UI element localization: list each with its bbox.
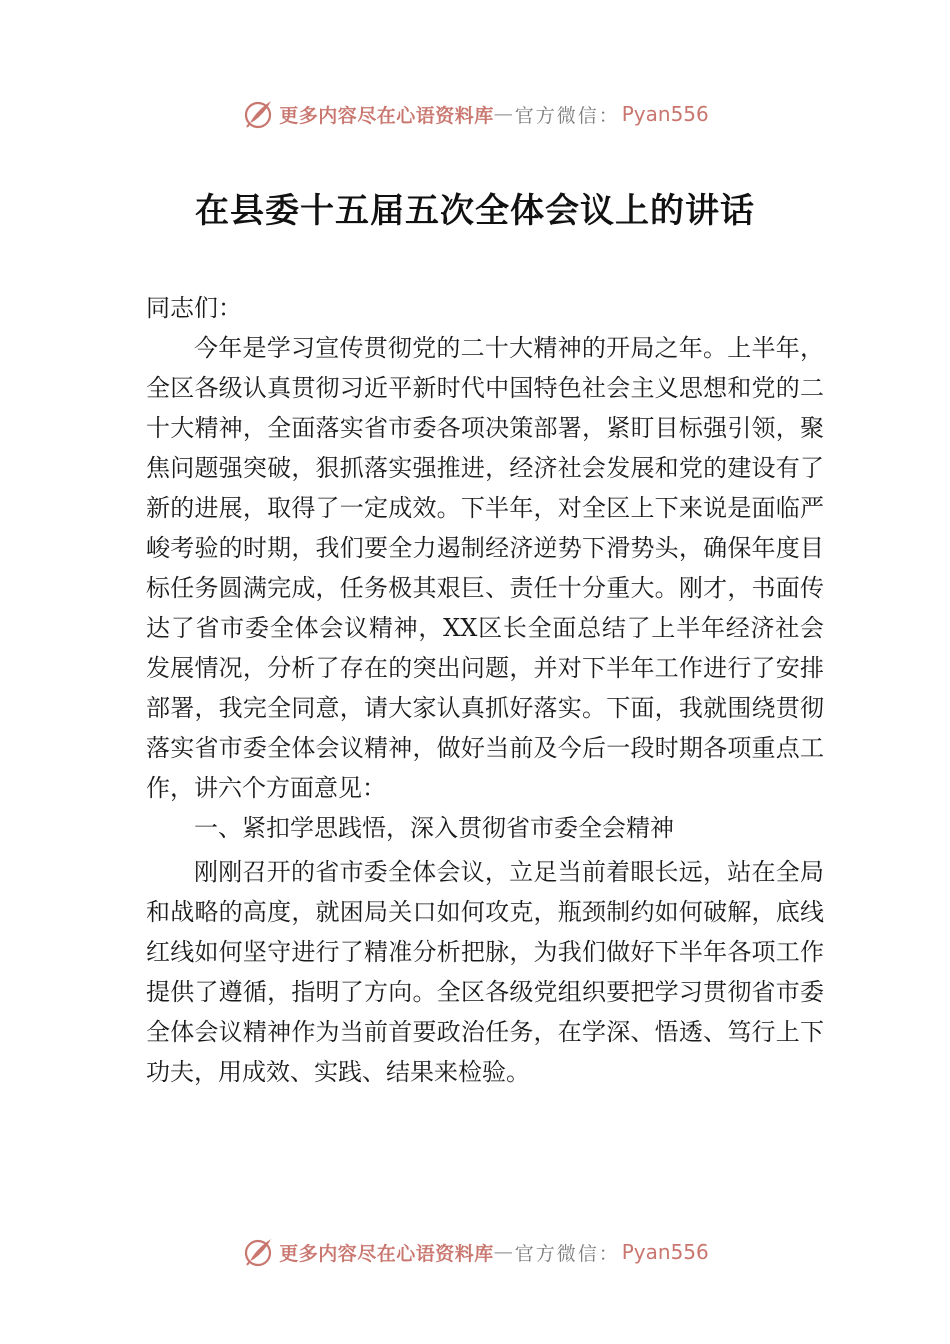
section-heading: 一、紧扣学思践悟，深入贯彻省市委全会精神 (194, 814, 674, 842)
footer-watermark-banner (0, 1232, 950, 1272)
banner-wechat-label: 官方微信： (514, 104, 620, 127)
document-body (146, 288, 824, 1092)
header-watermark-banner (0, 94, 950, 134)
quill-logo-icon (241, 97, 275, 131)
banner-separator: — (493, 103, 515, 125)
paragraph-section-one: 刚刚召开的省市委全体会议，立足当前着眼长远，站在全局和战略的高度，就困局关口如何攻克，瓶颈制约如何破解，底线红线如何坚守进行了精准分析把脉，为我们做好下半年各项工作提供了遵循，指明了方向。全区各级党组织要把学习贯彻省市委全体会议精神作为当前首要政治任务，在学深、悟透、笃行上下功夫，用成效、实践、结果来检验。 (146, 858, 824, 1086)
banner-main-text: 更多内容尽在心语资料库 (279, 1242, 494, 1265)
quill-logo-icon (241, 1235, 275, 1269)
banner-wechat-id: Pyan556 (621, 102, 709, 126)
document-title: 在县委十五届五次全体会议上的讲话 (195, 191, 755, 231)
banner-separator: — (493, 1241, 515, 1263)
salutation: 同志们： (146, 294, 242, 322)
banner-main-text: 更多内容尽在心语资料库 (279, 104, 494, 127)
banner-wechat-label: 官方微信： (514, 1242, 620, 1265)
paragraph-intro: 今年是学习宣传贯彻党的二十大精神的开局之年。上半年，全区各级认真贯彻习近平新时代中国特色社会主义思想和党的二十大精神，全面落实省市委各项决策部署，紧盯目标强引领，聚焦问题强突破，狠抓落实强推进，经济社会发展和党的建设有了新的进展，取得了一定成效。下半年，对全区上下来说是面临严峻考验的时期，我们要全力遏制经济逆势下滑势头，确保年度目标任务圆满完成，任务极其艰巨、责任十分重大。刚才，书面传达了省市委全体会议精神，XX区长全面总结了上半年经济社会发展情况，分析了存在的突出问题，并对下半年工作进行了安排部署，我完全同意，请大家认真抓好落实。下面，我就围绕贯彻落实省市委全体会议精神，做好当前及今后一段时期各项重点工作，讲六个方面意见： (146, 334, 824, 802)
banner-wechat-id: Pyan556 (621, 1240, 709, 1264)
